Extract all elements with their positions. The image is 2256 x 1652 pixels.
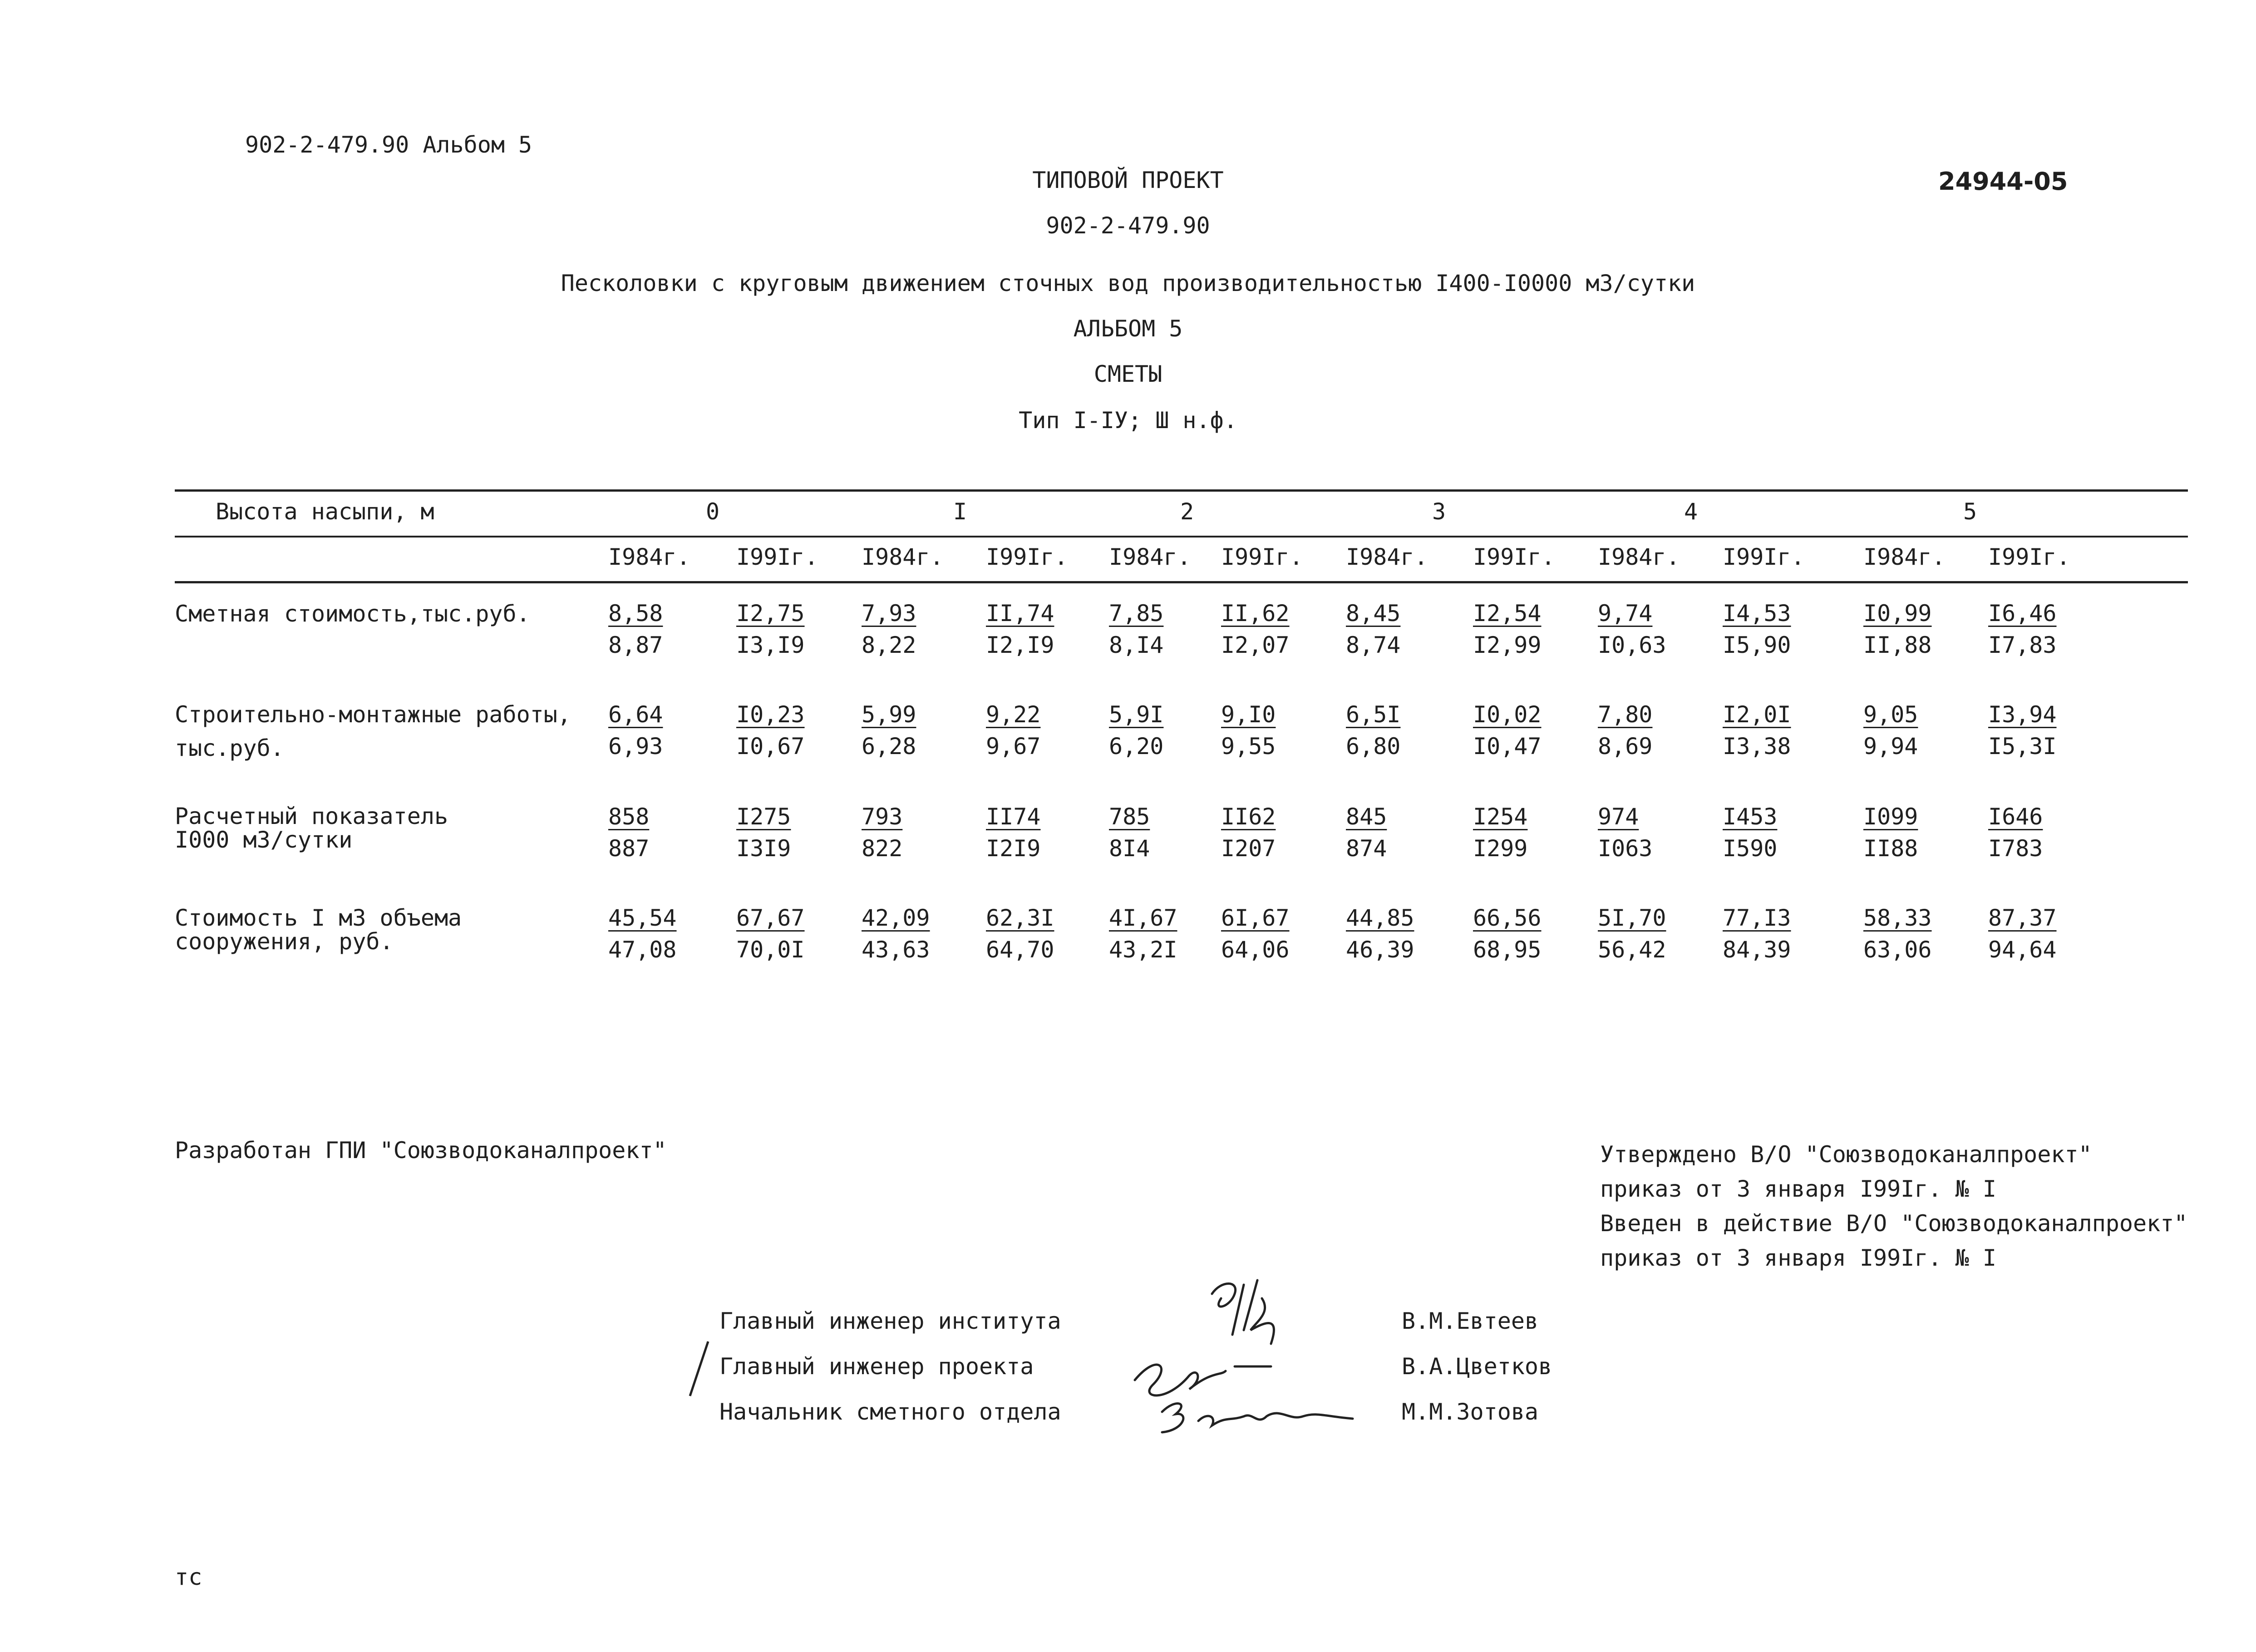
handwritten-signatures bbox=[1108, 1267, 1362, 1444]
developed-by: Разработан ГПИ "Союзводоканалпроект" bbox=[175, 1137, 667, 1164]
year-header: I984г. bbox=[1109, 544, 1191, 570]
table-cell bbox=[1473, 701, 1542, 759]
table-cell bbox=[1221, 600, 1290, 658]
cell-value-bottom: 822 bbox=[862, 835, 903, 862]
group-header: 4 bbox=[1684, 498, 1698, 525]
cell-value-top: 8,45 bbox=[1346, 600, 1401, 626]
table-cell bbox=[608, 905, 677, 963]
cell-value-top: 9,I0 bbox=[1221, 701, 1276, 728]
cell-value-top: II,62 bbox=[1221, 600, 1290, 626]
cell-value-bottom: 9,67 bbox=[986, 733, 1041, 759]
row-label-line: Строительно-монтажные работы, bbox=[175, 701, 571, 728]
cell-value-bottom: 8I4 bbox=[1109, 835, 1150, 862]
year-header: I984г. bbox=[608, 544, 690, 570]
cell-value-top: 77,I3 bbox=[1723, 905, 1791, 931]
row-label-line: Стоимость I м3 объема bbox=[175, 905, 462, 931]
cell-value-bottom: 56,42 bbox=[1598, 937, 1666, 963]
name-zotova: М.М.Зотова bbox=[1402, 1399, 1539, 1425]
cell-value-top: 7,85 bbox=[1109, 600, 1164, 626]
table-cell bbox=[862, 905, 930, 963]
year-header: I99Iг. bbox=[736, 544, 818, 570]
cell-value-bottom: 63,06 bbox=[1863, 937, 1932, 963]
table-cell bbox=[1723, 600, 1791, 658]
cell-value-bottom: 6,20 bbox=[1109, 733, 1164, 759]
table-top-rule bbox=[175, 489, 2188, 492]
cell-value-bottom: 8,22 bbox=[862, 632, 916, 658]
table-cell bbox=[736, 600, 805, 658]
cell-value-top: I6,46 bbox=[1988, 600, 2057, 626]
cell-value-top: 66,56 bbox=[1473, 905, 1542, 931]
cell-value-top: 5I,70 bbox=[1598, 905, 1666, 931]
cell-value-bottom: II88 bbox=[1863, 835, 1918, 862]
table-cell bbox=[1863, 600, 1932, 658]
year-header: I99Iг. bbox=[986, 544, 1068, 570]
cell-value-top: I453 bbox=[1723, 804, 1778, 830]
cell-value-bottom: I2,07 bbox=[1221, 632, 1290, 658]
position-head-estimate-dept: Начальник сметного отдела bbox=[719, 1399, 1061, 1425]
cell-value-bottom: I2,99 bbox=[1473, 632, 1542, 658]
row-label-line: тыс.руб. bbox=[175, 735, 284, 761]
table-cell bbox=[1473, 600, 1542, 658]
cell-value-bottom: I3I9 bbox=[736, 835, 791, 862]
cell-value-top: 793 bbox=[862, 804, 903, 830]
year-header: I984г. bbox=[1346, 544, 1428, 570]
year-header: I984г. bbox=[1598, 544, 1680, 570]
cell-value-top: 58,33 bbox=[1863, 905, 1932, 931]
cell-value-top: 5,99 bbox=[862, 701, 916, 728]
title-description: Песколовки с круговым движением сточных вод производительностью I400-I0000 м3/сутки bbox=[561, 270, 1695, 296]
cell-value-top: I275 bbox=[736, 804, 791, 830]
title-album: АЛЬБОМ 5 bbox=[1073, 316, 1183, 342]
approval-block bbox=[1600, 1137, 2187, 1275]
table-cell bbox=[1988, 701, 2057, 759]
group-header: 2 bbox=[1180, 498, 1194, 525]
table-cell bbox=[1473, 905, 1542, 963]
table-cell bbox=[608, 804, 649, 862]
cell-value-bottom: I3,38 bbox=[1723, 733, 1791, 759]
cell-value-bottom: I3,I9 bbox=[736, 632, 805, 658]
cell-value-bottom: I2I9 bbox=[986, 835, 1041, 862]
table-cell bbox=[736, 804, 791, 862]
table-cell bbox=[1346, 701, 1400, 759]
cell-value-bottom: II,88 bbox=[1863, 632, 1932, 658]
cell-value-top: 62,3I bbox=[986, 905, 1054, 931]
cell-value-top: I3,94 bbox=[1988, 701, 2057, 728]
table-cell bbox=[1221, 701, 1276, 759]
cell-value-top: I254 bbox=[1473, 804, 1528, 830]
cell-value-bottom: 6,80 bbox=[1346, 733, 1401, 759]
cell-value-bottom: I207 bbox=[1221, 835, 1276, 862]
table-cell bbox=[1723, 804, 1777, 862]
cell-value-top: I099 bbox=[1863, 804, 1918, 830]
position-chief-project-engineer: Главный инженер проекта bbox=[719, 1353, 1034, 1380]
table-cell bbox=[608, 600, 663, 658]
cell-value-top: 7,80 bbox=[1598, 701, 1653, 728]
cell-value-bottom: 70,0I bbox=[736, 937, 805, 963]
cell-value-bottom: I7,83 bbox=[1988, 632, 2057, 658]
cell-value-bottom: I2,I9 bbox=[986, 632, 1054, 658]
table-cell bbox=[1988, 905, 2057, 963]
group-header: 3 bbox=[1432, 498, 1446, 525]
table-group-rule bbox=[175, 536, 2188, 538]
cell-value-top: 6,64 bbox=[608, 701, 663, 728]
table-cell bbox=[862, 701, 916, 759]
title-typical-project: ТИПОВОЙ ПРОЕКТ bbox=[1032, 167, 1224, 193]
table-cell bbox=[1346, 905, 1414, 963]
title-project-code: 902-2-479.90 bbox=[1046, 212, 1210, 239]
name-tsvetkov: В.А.Цветков bbox=[1402, 1353, 1552, 1380]
cell-value-top: 845 bbox=[1346, 804, 1387, 830]
row-label-line: I000 м3/сутки bbox=[175, 827, 353, 853]
table-cell bbox=[1863, 701, 1918, 759]
cell-value-bottom: I5,3I bbox=[1988, 733, 2057, 759]
cell-value-bottom: 8,69 bbox=[1598, 733, 1653, 759]
table-cell bbox=[1598, 600, 1666, 658]
table-cell bbox=[986, 905, 1054, 963]
doc-code-left: 902-2-479.90 Альбом 5 bbox=[245, 132, 532, 158]
cell-value-top: I0,99 bbox=[1863, 600, 1932, 626]
cell-value-bottom: 46,39 bbox=[1346, 937, 1414, 963]
cell-value-bottom: 68,95 bbox=[1473, 937, 1542, 963]
year-header: I99Iг. bbox=[1473, 544, 1555, 570]
year-header: I984г. bbox=[862, 544, 944, 570]
table-cell bbox=[1723, 905, 1791, 963]
row-label-line: Сметная стоимость,тыс.руб. bbox=[175, 601, 530, 627]
table-cell bbox=[1109, 600, 1163, 658]
approval-line: приказ от 3 января I99Iг. № I bbox=[1600, 1176, 1996, 1202]
table-cell bbox=[736, 701, 805, 759]
name-evteev: В.М.Евтеев bbox=[1402, 1308, 1539, 1334]
cell-value-bottom: 47,08 bbox=[608, 937, 677, 963]
approval-line: приказ от 3 января I99Iг. № I bbox=[1600, 1245, 1996, 1271]
table-cell bbox=[1598, 905, 1666, 963]
cell-value-top: II74 bbox=[986, 804, 1041, 830]
cell-value-top: 785 bbox=[1109, 804, 1150, 830]
cell-value-bottom: 94,64 bbox=[1988, 937, 2057, 963]
cell-value-top: 6,5I bbox=[1346, 701, 1401, 728]
inventory-number: 24944-05 bbox=[1938, 167, 2068, 196]
margin-slash-mark bbox=[685, 1339, 713, 1398]
table-cell bbox=[1473, 804, 1527, 862]
cell-value-bottom: 6,93 bbox=[608, 733, 663, 759]
cell-value-bottom: 8,I4 bbox=[1109, 632, 1164, 658]
cell-value-top: 9,05 bbox=[1863, 701, 1918, 728]
cell-value-top: 858 bbox=[608, 804, 650, 830]
cell-value-bottom: 9,94 bbox=[1863, 733, 1918, 759]
table-cell bbox=[986, 600, 1054, 658]
cell-value-top: 4I,67 bbox=[1109, 905, 1177, 931]
cell-value-bottom: 64,06 bbox=[1221, 937, 1290, 963]
cell-value-bottom: I5,90 bbox=[1723, 632, 1791, 658]
title-estimates: СМЕТЫ bbox=[1094, 361, 1162, 387]
cell-value-bottom: 887 bbox=[608, 835, 650, 862]
row-label-line: сооружения, руб. bbox=[175, 928, 394, 955]
row-label-estimated-cost bbox=[175, 602, 530, 626]
cell-value-bottom: 84,39 bbox=[1723, 937, 1791, 963]
cell-value-top: 42,09 bbox=[862, 905, 930, 931]
table-corner-label: Высота насыпи, м bbox=[216, 498, 434, 525]
table-cell bbox=[986, 701, 1040, 759]
table-cell bbox=[1109, 905, 1177, 963]
table-cell bbox=[986, 804, 1040, 862]
year-header: I99Iг. bbox=[1988, 544, 2070, 570]
cell-value-top: I646 bbox=[1988, 804, 2043, 830]
cell-value-top: II,74 bbox=[986, 600, 1054, 626]
group-header: I bbox=[953, 498, 967, 525]
cell-value-bottom: 874 bbox=[1346, 835, 1387, 862]
corner-mark: тс bbox=[175, 1564, 202, 1590]
table-cell bbox=[1863, 804, 1918, 862]
group-header: 5 bbox=[1963, 498, 1977, 525]
cell-value-top: 974 bbox=[1598, 804, 1639, 830]
cell-value-top: II62 bbox=[1221, 804, 1276, 830]
position-chief-engineer-institute: Главный инженер института bbox=[719, 1308, 1061, 1334]
year-header: I99Iг. bbox=[1221, 544, 1303, 570]
approval-line: Утверждено В/О "Союзводоканалпроект" bbox=[1600, 1141, 2092, 1168]
table-cell bbox=[1109, 804, 1150, 862]
cell-value-top: 9,22 bbox=[986, 701, 1041, 728]
cell-value-bottom: 64,70 bbox=[986, 937, 1054, 963]
cell-value-bottom: 8,87 bbox=[608, 632, 663, 658]
cell-value-top: 67,67 bbox=[736, 905, 805, 931]
cell-value-bottom: 8,74 bbox=[1346, 632, 1401, 658]
cell-value-top: 7,93 bbox=[862, 600, 916, 626]
title-types: Тип I-IУ; Ш н.ф. bbox=[1019, 407, 1237, 434]
row-label-indicator bbox=[175, 804, 448, 852]
cell-value-bottom: 6,28 bbox=[862, 733, 916, 759]
table-cell bbox=[862, 804, 902, 862]
table-cell bbox=[1346, 804, 1387, 862]
row-label-construction-works bbox=[175, 703, 571, 760]
cell-value-bottom: 9,55 bbox=[1221, 733, 1276, 759]
cell-value-bottom: I0,67 bbox=[736, 733, 805, 759]
cell-value-top: 8,58 bbox=[608, 600, 663, 626]
table-cell bbox=[1863, 905, 1932, 963]
cell-value-top: I2,0I bbox=[1723, 701, 1791, 728]
cell-value-top: 5,9I bbox=[1109, 701, 1164, 728]
signature-positions bbox=[719, 1298, 1061, 1435]
cell-value-top: I2,75 bbox=[736, 600, 805, 626]
table-cell bbox=[1988, 600, 2057, 658]
table-cell bbox=[862, 600, 916, 658]
cell-value-top: 44,85 bbox=[1346, 905, 1414, 931]
cell-value-bottom: I590 bbox=[1723, 835, 1778, 862]
cell-value-top: I0,02 bbox=[1473, 701, 1542, 728]
table-cell bbox=[1221, 804, 1276, 862]
year-header: I99Iг. bbox=[1723, 544, 1805, 570]
cell-value-top: I4,53 bbox=[1723, 600, 1791, 626]
group-header: 0 bbox=[705, 498, 720, 525]
signature-names bbox=[1402, 1298, 1552, 1435]
cell-value-bottom: 43,63 bbox=[862, 937, 930, 963]
cell-value-bottom: I299 bbox=[1473, 835, 1528, 862]
table-cell bbox=[1109, 701, 1163, 759]
cell-value-bottom: I0,47 bbox=[1473, 733, 1542, 759]
cell-value-bottom: I783 bbox=[1988, 835, 2043, 862]
cell-value-top: 87,37 bbox=[1988, 905, 2057, 931]
cell-value-bottom: I063 bbox=[1598, 835, 1653, 862]
row-label-unit-cost bbox=[175, 906, 462, 953]
row-label-line: Расчетный показатель bbox=[175, 803, 448, 829]
cell-value-top: 45,54 bbox=[608, 905, 677, 931]
table-header-rule bbox=[175, 581, 2188, 583]
table-cell bbox=[608, 701, 663, 759]
table-cell bbox=[1598, 701, 1652, 759]
year-header: I984г. bbox=[1863, 544, 1946, 570]
approval-line: Введен в действие В/О "Союзводоканалпроект" bbox=[1600, 1210, 2188, 1237]
cell-value-top: I0,23 bbox=[736, 701, 805, 728]
table-cell bbox=[1346, 600, 1400, 658]
table-cell bbox=[1723, 701, 1791, 759]
cell-value-bottom: I0,63 bbox=[1598, 632, 1666, 658]
table-cell bbox=[1598, 804, 1652, 862]
cell-value-top: I2,54 bbox=[1473, 600, 1542, 626]
table-cell bbox=[1988, 804, 2043, 862]
cell-value-top: 9,74 bbox=[1598, 600, 1653, 626]
table-cell bbox=[1221, 905, 1290, 963]
cell-value-bottom: 43,2I bbox=[1109, 937, 1177, 963]
table-cell bbox=[736, 905, 805, 963]
cell-value-top: 6I,67 bbox=[1221, 905, 1290, 931]
